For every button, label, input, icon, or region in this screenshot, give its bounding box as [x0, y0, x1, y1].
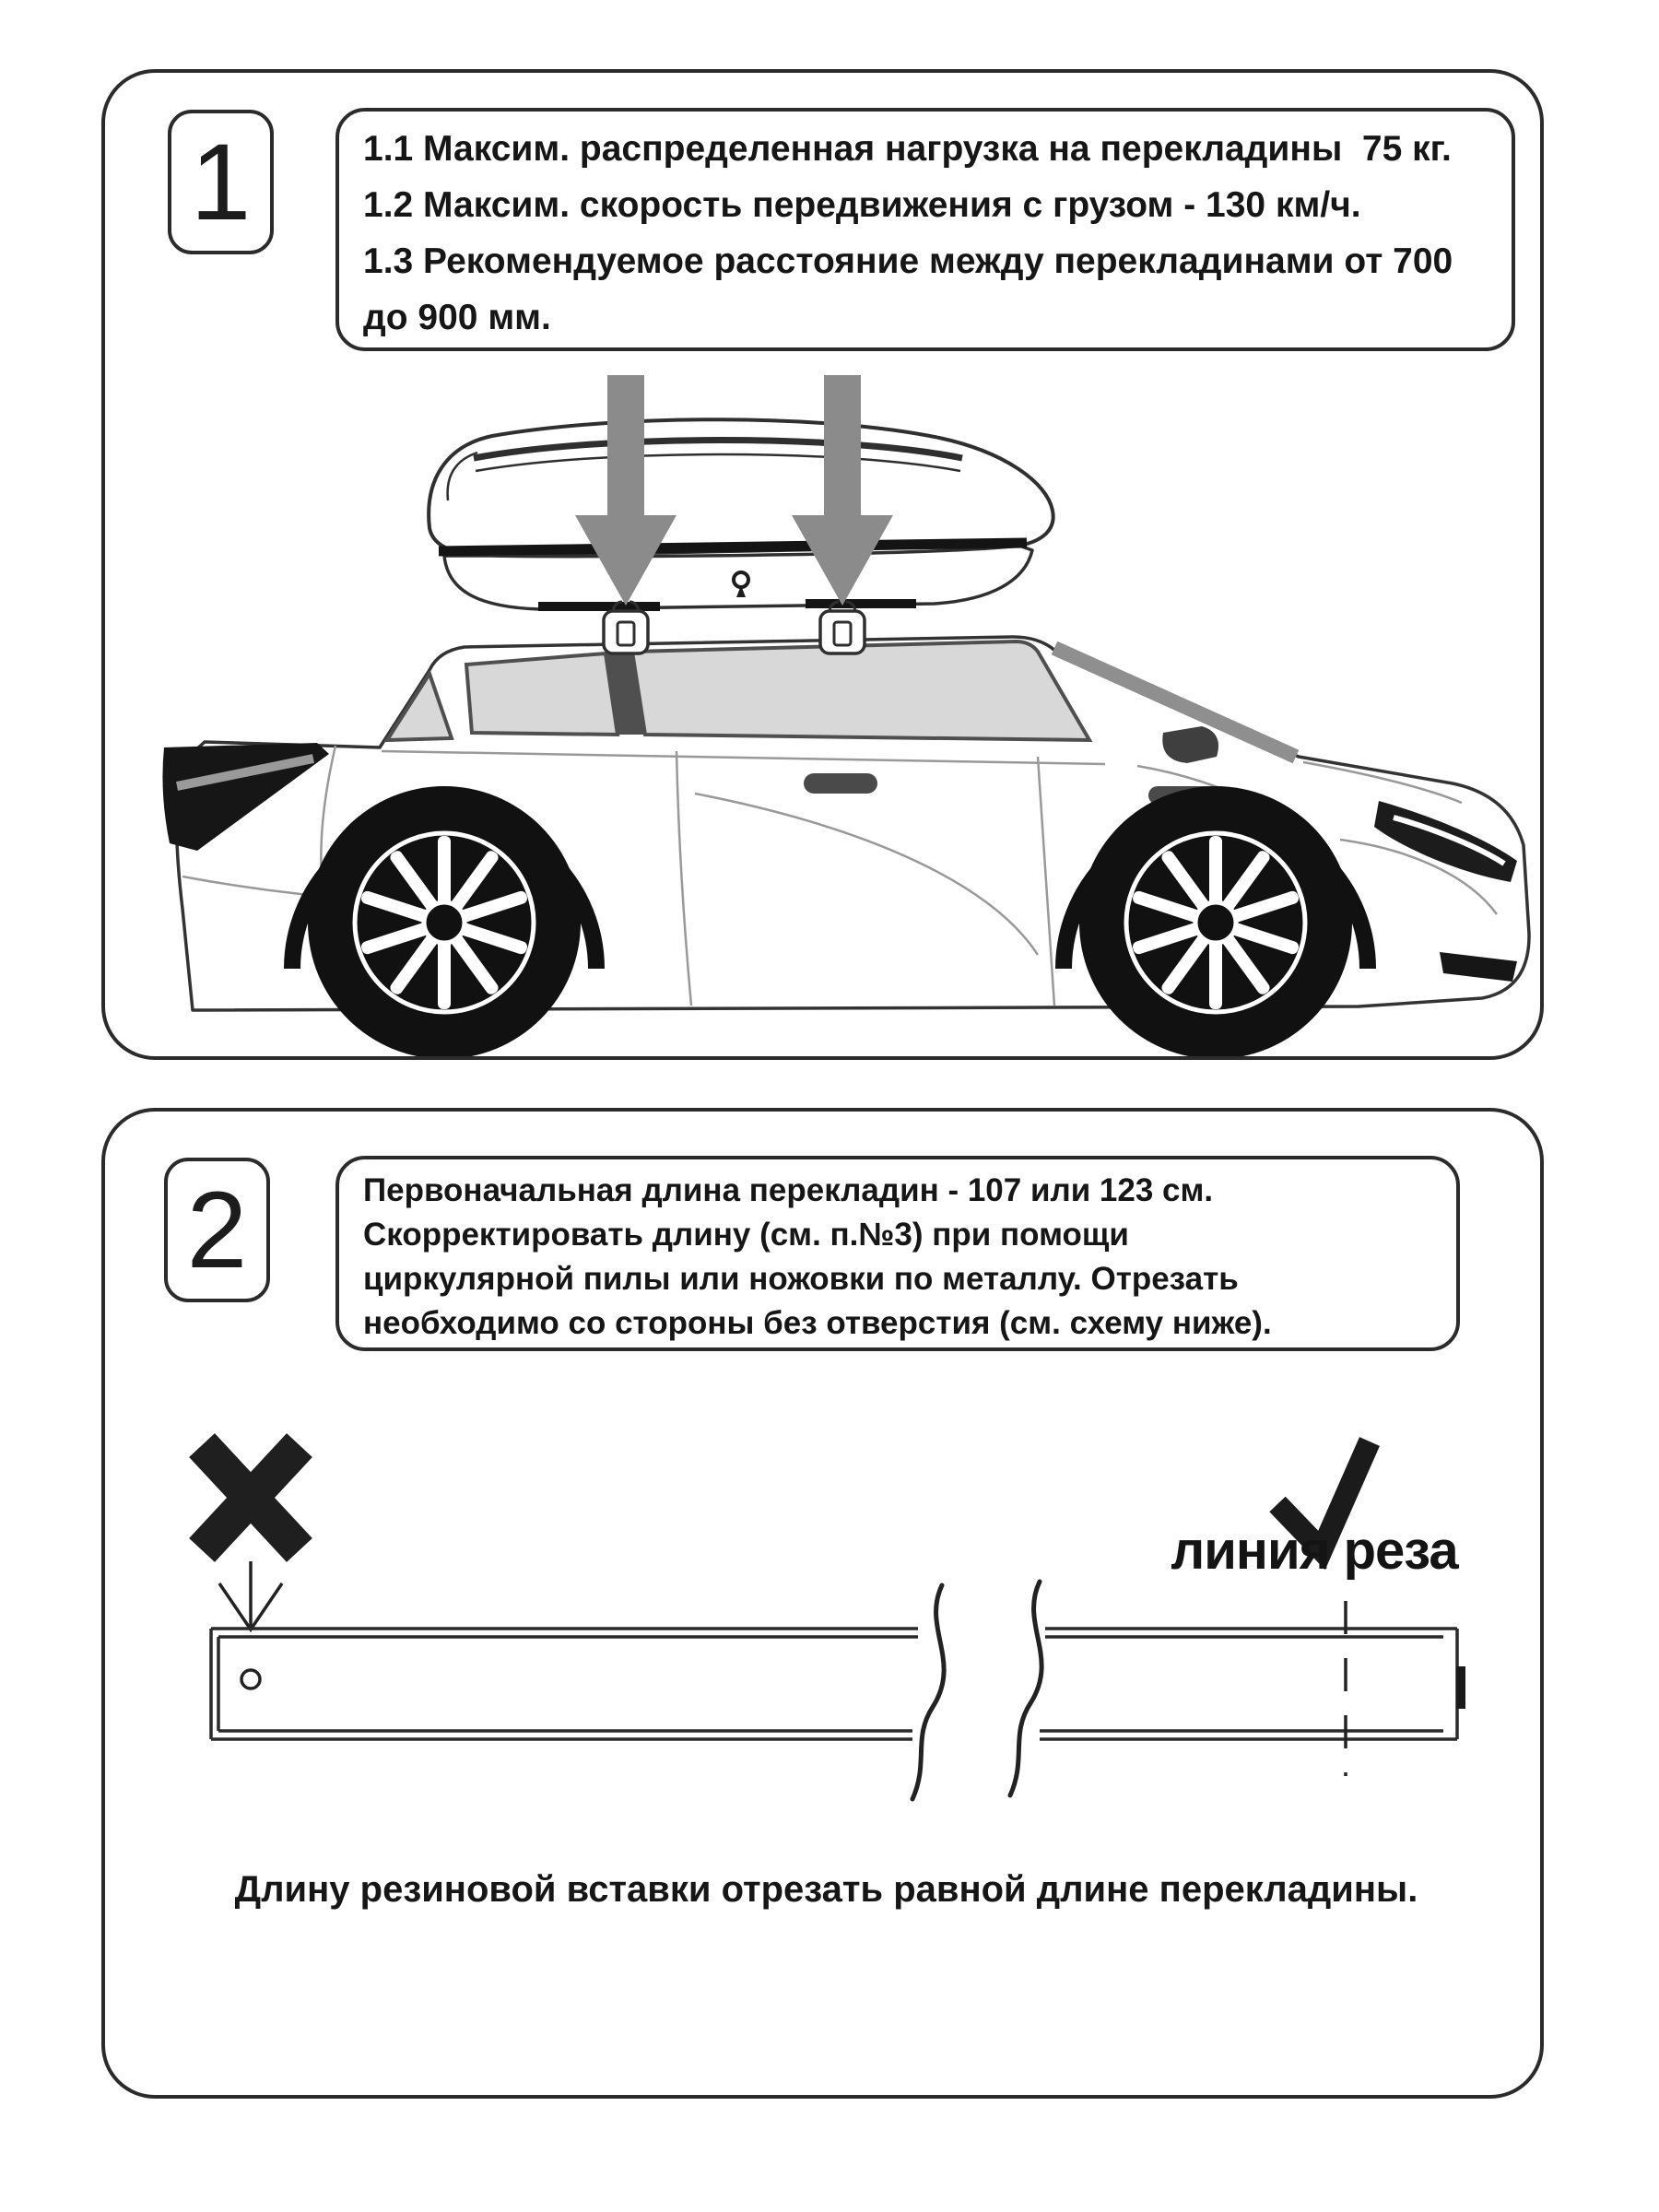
rear-door-window — [466, 653, 618, 735]
step-2-panel — [101, 1108, 1544, 2099]
instruction-line: 1.3 Рекомендуемое расстояние между перекладинами от 700 — [363, 241, 1453, 281]
instruction-line: циркулярной пилы или ножовки по металлу. Отрезать — [363, 1261, 1239, 1297]
side-mirror — [1162, 726, 1218, 763]
rear-door-handle — [804, 773, 877, 794]
drill-hole — [241, 1670, 260, 1688]
front-door-window — [632, 641, 1089, 740]
step-1-instructions-box — [335, 108, 1515, 351]
step-2-instructions-box — [335, 1156, 1460, 1351]
car-with-roofbox-illustration — [105, 360, 1544, 1059]
step-2-number: 2 — [186, 1169, 248, 1291]
instruction-line: 1.2 Максим. скорость передвижения с грузом - 130 км/ч. — [363, 185, 1361, 225]
cross-icon — [214, 1458, 288, 1537]
crossbar-clamp — [820, 602, 865, 653]
step-2-number-badge — [164, 1158, 270, 1302]
roof-box — [429, 419, 1053, 609]
instruction-line: необходимо со стороны без отверстия (см. схему ниже). — [363, 1305, 1272, 1341]
front-wheel — [1079, 786, 1352, 1059]
step-1-panel — [101, 69, 1544, 1060]
rear-wheel — [308, 786, 581, 1059]
instruction-line: до 900 мм. — [363, 298, 551, 337]
crossbar — [211, 1629, 1457, 1739]
instruction-line: Первоначальная длина перекладин - 107 или 123 см. — [363, 1172, 1214, 1208]
instruction-line: 1.1 Максим. распределенная нагрузка на перекладины 75 кг. — [363, 129, 1452, 169]
break-lines — [912, 1582, 1041, 1799]
crossbar-cutting-diagram — [105, 1403, 1544, 1864]
hole-pointer-arrow — [219, 1561, 282, 1630]
rubber-insert-caption: Длину резиновой вставки отрезать равной длине перекладины. — [234, 1869, 1418, 1910]
step-1-number-badge — [168, 110, 274, 254]
car — [162, 637, 1529, 1059]
crossbar-end-tab — [1456, 1666, 1465, 1709]
cut-line-label: линия реза — [1171, 1521, 1458, 1581]
instruction-line: Скорректировать длину (см. п.№3) при помощи — [363, 1217, 1129, 1253]
step-1-number: 1 — [190, 121, 252, 243]
